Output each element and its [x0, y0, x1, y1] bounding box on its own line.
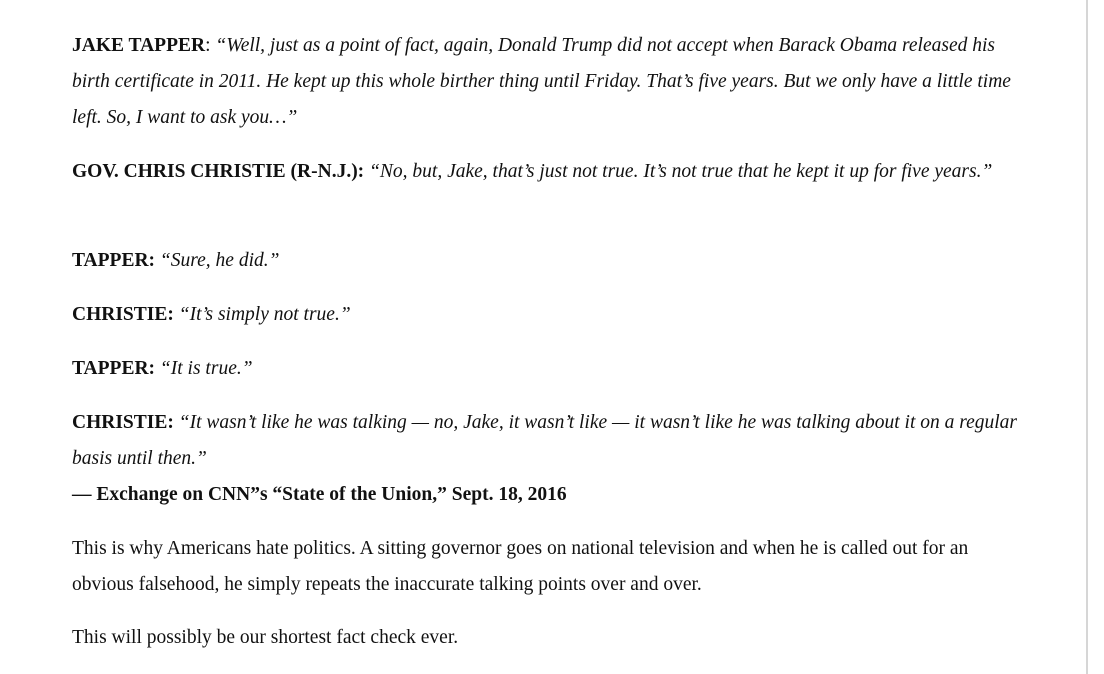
exchange-line-tapper-3 [72, 351, 1032, 387]
quote-text: “It’s simply not true.” [178, 304, 351, 325]
quote-text: “Well, just as a point of fact, again, Donald Trump did not accept when Barack Obama released his birth certificate in 2011. He kept up this whole birther thing until Friday. That’s five years. But we only have a little time left. So, I want to ask you…” [72, 35, 1011, 128]
exchange-line-christie-3 [72, 405, 1032, 477]
speaker-label: JAKE TAPPER [72, 35, 206, 56]
quote-text: “Sure, he did.” [159, 250, 280, 271]
exchange-attribution: — Exchange on CNN”s “State of the Union,” Sept. 18, 2016 [72, 484, 567, 505]
exchange-line-christie-1 [72, 154, 1032, 190]
body-paragraph: This will possibly be our shortest fact check ever. [72, 627, 459, 648]
quote-text: “It wasn’t like he was talking — no, Jake, it wasn’t like — it wasn’t like he was talking about it on a regular basis until then.” [72, 412, 1018, 469]
quote-text: “No, but, Jake, that’s just not true. It’s not true that he kept it up for five years.” [369, 161, 993, 182]
speaker-label: CHRISTIE: [72, 304, 174, 325]
page-right-border [1086, 0, 1088, 674]
speaker-label: TAPPER: [72, 250, 156, 271]
speaker-label: TAPPER: [72, 358, 156, 379]
body-paragraph: This is why Americans hate politics. A sitting governor goes on national television and when he is called out for an obvious falsehood, he simply repeats the inaccurate talking points over and over. [72, 538, 969, 595]
quote-text: “It is true.” [159, 358, 253, 379]
exchange-line-christie-2 [72, 297, 1032, 333]
exchange-line-tapper-1: JAKE TAPPER: “Well, just as a point of fact, again, Donald Trump did not accept when Barack Obama released his birth certificate in 2011. He kept up this whole birther thing until Friday. That’s five years. But we only have a little time left. So, I want to ask you…” [72, 35, 1011, 128]
speaker-label: CHRISTIE: [72, 412, 174, 433]
speaker-label: GOV. CHRIS CHRISTIE (R-N.J.): [72, 161, 365, 182]
exchange-line-tapper-2 [72, 243, 1032, 279]
